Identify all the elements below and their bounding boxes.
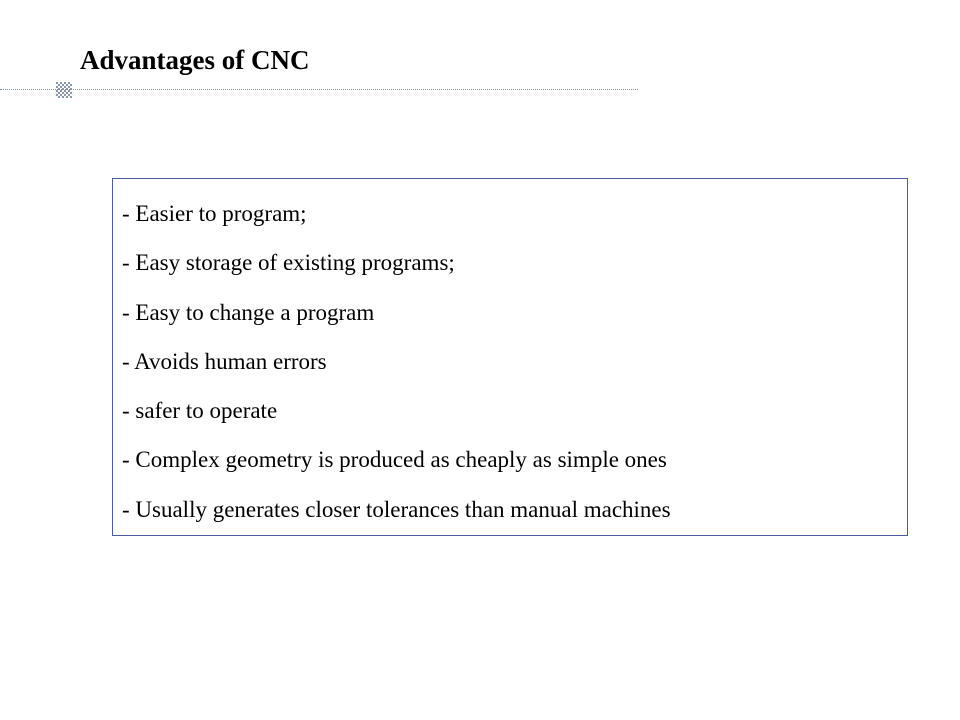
- advantages-list: [122, 189, 907, 534]
- list-item: - Easy storage of existing programs;: [122, 250, 455, 276]
- list-item: - Usually generates closer tolerances than manual machines: [122, 496, 671, 522]
- list-item: - Easier to program;: [122, 201, 307, 226]
- list-item: - Easy to change a program: [122, 299, 375, 325]
- list-item: - safer to operate: [122, 398, 278, 424]
- advantages-box: [112, 178, 908, 536]
- list-item: - Avoids human errors: [122, 348, 327, 374]
- list-item: - Complex geometry is produced as cheaply as simple ones: [122, 447, 667, 473]
- dotted-square-icon: [56, 82, 72, 98]
- slide-title: Advantages of CNC: [80, 45, 310, 75]
- title-divider: [0, 89, 638, 90]
